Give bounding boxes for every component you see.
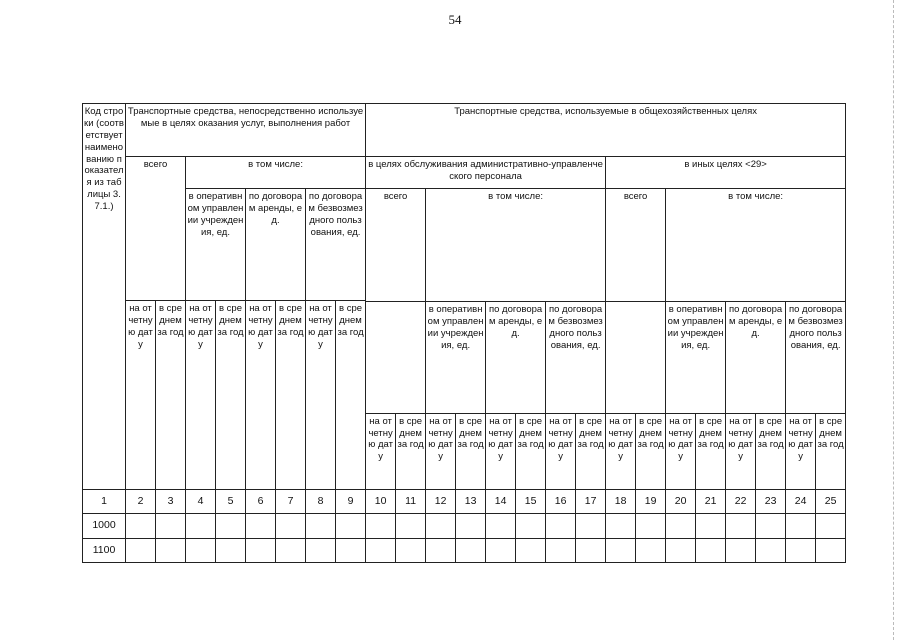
data-cell[interactable] (246, 538, 276, 562)
table-row (83, 514, 846, 538)
header-sub: в среднем за год (336, 300, 366, 489)
column-number: 15 (516, 489, 546, 513)
header-sub: на отчетную дату (726, 413, 756, 489)
column-number: 8 (306, 489, 336, 513)
header-direct-group: Транспортные средства, непосредственно используемые в целях оказания услуг, выполнения работ (126, 104, 366, 157)
data-cell[interactable] (666, 514, 696, 538)
column-number: 20 (666, 489, 696, 513)
header-other-blank (606, 301, 666, 413)
header-other-lease: по договорам аренды, ед. (726, 301, 786, 413)
header-direct-total: всего (126, 156, 186, 300)
header-sub: в среднем за год (516, 413, 546, 489)
column-number: 24 (786, 489, 816, 513)
data-cell[interactable] (756, 538, 786, 562)
data-cell[interactable] (216, 514, 246, 538)
data-cell[interactable] (396, 538, 426, 562)
data-cell[interactable] (186, 538, 216, 562)
header-sub: в среднем за год (216, 300, 246, 489)
data-cell[interactable] (156, 514, 186, 538)
data-cell[interactable] (666, 538, 696, 562)
column-number: 9 (336, 489, 366, 513)
header-sub: на отчетную дату (666, 413, 696, 489)
header-sub: на отчетную дату (546, 413, 576, 489)
header-sub: на отчетную дату (306, 300, 336, 489)
header-sub: в среднем за год (576, 413, 606, 489)
page-number: 54 (448, 12, 462, 27)
column-number: 2 (126, 489, 156, 513)
header-admin-total: всего (366, 189, 426, 302)
header-sub: на отчетную дату (126, 300, 156, 489)
data-cell[interactable] (516, 538, 546, 562)
data-cell[interactable] (126, 514, 156, 538)
header-sub: на отчетную дату (606, 413, 636, 489)
data-cell[interactable] (156, 538, 186, 562)
data-cell[interactable] (456, 514, 486, 538)
data-cell[interactable] (336, 538, 366, 562)
column-number: 25 (816, 489, 846, 513)
header-general-group: Транспортные средства, используемые в общехозяйственных целях (366, 104, 846, 157)
header-sub: на отчетную дату (426, 413, 456, 489)
header-direct-including: в том числе: (186, 156, 366, 188)
header-admin-free: по договорам безвозмездного пользования, ед. (546, 301, 606, 413)
column-number: 12 (426, 489, 456, 513)
data-cell[interactable] (516, 514, 546, 538)
data-cell[interactable] (426, 538, 456, 562)
data-cell[interactable] (696, 538, 726, 562)
column-numbers-row (83, 489, 846, 513)
data-cell[interactable] (486, 514, 516, 538)
data-cell[interactable] (366, 538, 396, 562)
column-number: 3 (156, 489, 186, 513)
data-cell[interactable] (786, 538, 816, 562)
column-number: 1 (83, 489, 126, 513)
data-cell[interactable] (246, 514, 276, 538)
data-cell[interactable] (696, 514, 726, 538)
data-cell[interactable] (456, 538, 486, 562)
header-sub: на отчетную дату (186, 300, 216, 489)
header-sub: в среднем за год (696, 413, 726, 489)
data-cell[interactable] (546, 538, 576, 562)
column-number: 18 (606, 489, 636, 513)
data-cell[interactable] (216, 538, 246, 562)
data-cell[interactable] (636, 514, 666, 538)
data-cell[interactable] (366, 514, 396, 538)
data-cell[interactable] (546, 514, 576, 538)
column-number: 5 (216, 489, 246, 513)
data-cell[interactable] (336, 514, 366, 538)
column-number: 23 (756, 489, 786, 513)
header-admin-operational: в оперативном управлении учреждения, ед. (426, 301, 486, 413)
data-cell[interactable] (306, 514, 336, 538)
column-number: 6 (246, 489, 276, 513)
row-code: 1000 (83, 514, 126, 538)
column-number: 14 (486, 489, 516, 513)
header-sub: в среднем за год (156, 300, 186, 489)
column-number: 21 (696, 489, 726, 513)
column-number: 11 (396, 489, 426, 513)
data-cell[interactable] (726, 538, 756, 562)
data-cell[interactable] (186, 514, 216, 538)
header-sub: в среднем за год (456, 413, 486, 489)
header-admin-group: в целях обслуживания административно-управленческого персонала (366, 156, 606, 188)
header-other-including: в том числе: (666, 189, 846, 302)
column-number: 19 (636, 489, 666, 513)
header-sub: на отчетную дату (366, 413, 396, 489)
header-direct-operational: в оперативном управлении учреждения, ед. (186, 189, 246, 301)
header-sub: на отчетную дату (246, 300, 276, 489)
data-cell[interactable] (636, 538, 666, 562)
column-number: 13 (456, 489, 486, 513)
column-number: 16 (546, 489, 576, 513)
header-other-free: по договорам безвозмездного пользования, ед. (786, 301, 846, 413)
header-sub: в среднем за год (396, 413, 426, 489)
header-other-group: в иных целях <29> (606, 156, 846, 188)
table-row (83, 538, 846, 562)
header-sub: в среднем за год (276, 300, 306, 489)
header-other-total: всего (606, 189, 666, 302)
data-cell[interactable] (576, 514, 606, 538)
header-admin-including: в том числе: (426, 189, 606, 302)
column-number: 10 (366, 489, 396, 513)
column-number: 17 (576, 489, 606, 513)
header-admin-blank (366, 301, 426, 413)
data-cell[interactable] (816, 514, 846, 538)
row-code: 1100 (83, 538, 126, 562)
data-cell[interactable] (276, 538, 306, 562)
header-direct-lease: по договорам аренды, ед. (246, 189, 306, 301)
column-number: 7 (276, 489, 306, 513)
header-sub: в среднем за год (636, 413, 666, 489)
header-sub: на отчетную дату (786, 413, 816, 489)
data-cell[interactable] (276, 514, 306, 538)
data-cell[interactable] (486, 538, 516, 562)
column-number: 4 (186, 489, 216, 513)
data-cell[interactable] (606, 538, 636, 562)
data-cell[interactable] (786, 514, 816, 538)
data-cell[interactable] (426, 514, 456, 538)
header-code: Код строки (соответствует наименованию показателя из таблицы 3.7.1.) (83, 104, 126, 490)
data-cell[interactable] (606, 514, 636, 538)
data-cell[interactable] (576, 538, 606, 562)
data-cell[interactable] (306, 538, 336, 562)
column-number: 22 (726, 489, 756, 513)
header-other-operational: в оперативном управлении учреждения, ед. (666, 301, 726, 413)
header-sub: в среднем за год (816, 413, 846, 489)
data-cell[interactable] (816, 538, 846, 562)
header-direct-free: по договорам безвозмездного пользования, ед. (306, 189, 366, 301)
transport-table (82, 103, 846, 563)
page-edge (893, 0, 908, 640)
data-cell[interactable] (126, 538, 156, 562)
data-cell[interactable] (726, 514, 756, 538)
header-sub: в среднем за год (756, 413, 786, 489)
data-cell[interactable] (396, 514, 426, 538)
header-admin-lease: по договорам аренды, ед. (486, 301, 546, 413)
header-sub: на отчетную дату (486, 413, 516, 489)
data-cell[interactable] (756, 514, 786, 538)
